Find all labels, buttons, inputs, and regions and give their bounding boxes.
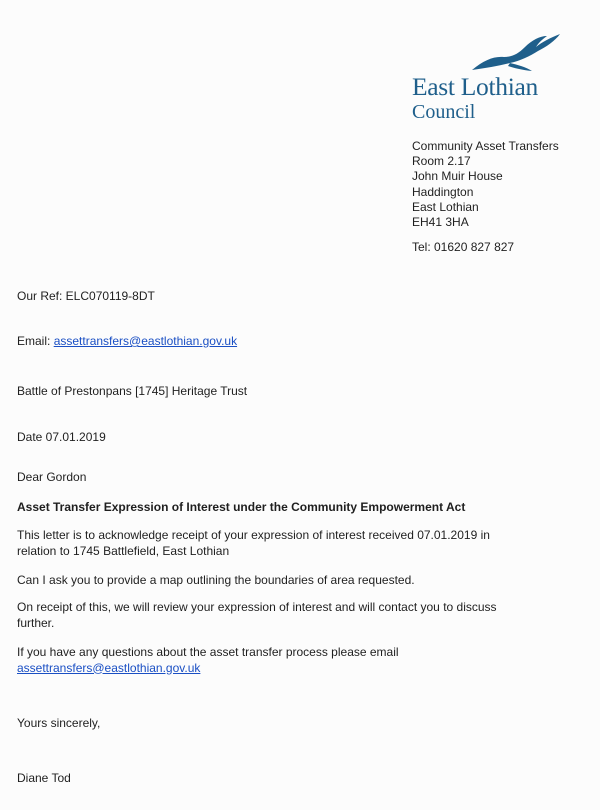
address-line: EH41 3HA bbox=[412, 215, 469, 230]
letter-date: Date 07.01.2019 bbox=[17, 430, 106, 444]
address-line: Community Asset Transfers bbox=[412, 139, 559, 153]
paragraph-line: On receipt of this, we will review your expression of interest and will contact you to discuss bbox=[17, 600, 497, 614]
address-line: East Lothian bbox=[412, 199, 479, 214]
paragraph-review bbox=[17, 600, 527, 631]
our-reference: Our Ref: ELC070119-8DT bbox=[17, 289, 155, 303]
paragraph-line: further. bbox=[17, 615, 55, 630]
paragraph-line: relation to 1745 Battlefield, East Lothian bbox=[17, 543, 230, 558]
address-line: Room 2.17 bbox=[412, 154, 471, 169]
email-link[interactable]: assettransfers@eastlothian.gov.uk bbox=[53, 334, 238, 348]
letter-subject: Asset Transfer Expression of Interest under the Community Empowerment Act bbox=[17, 500, 466, 514]
address-line: Haddington bbox=[412, 184, 474, 199]
closing: Yours sincerely, bbox=[17, 716, 101, 730]
paragraph-questions bbox=[17, 645, 527, 676]
council-logo bbox=[410, 30, 585, 125]
contact-email-link[interactable]: assettransfers@eastlothian.gov.uk bbox=[17, 660, 201, 675]
email-line bbox=[17, 334, 237, 350]
telephone: Tel: 01620 827 827 bbox=[412, 240, 515, 254]
paragraph-line: This letter is to acknowledge receipt of your expression of interest received 07.01.2019 in bbox=[17, 528, 490, 542]
eagle-logo-icon bbox=[470, 30, 565, 76]
paragraph-map-request: Can I ask you to provide a map outlining the boundaries of area requested. bbox=[17, 573, 415, 587]
paragraph-acknowledgement bbox=[17, 528, 527, 559]
logo-text-secondary: Council bbox=[412, 101, 476, 123]
salutation: Dear Gordon bbox=[17, 470, 87, 484]
signatory-name: Diane Tod bbox=[17, 771, 71, 785]
sender-address bbox=[412, 139, 559, 230]
paragraph-line: If you have any questions about the asset transfer process please email bbox=[17, 645, 399, 659]
logo-text-primary: East Lothian bbox=[412, 72, 538, 101]
email-label: Email: bbox=[17, 334, 54, 348]
recipient: Battle of Prestonpans [1745] Heritage Trust bbox=[17, 384, 248, 398]
address-line: John Muir House bbox=[412, 169, 503, 184]
